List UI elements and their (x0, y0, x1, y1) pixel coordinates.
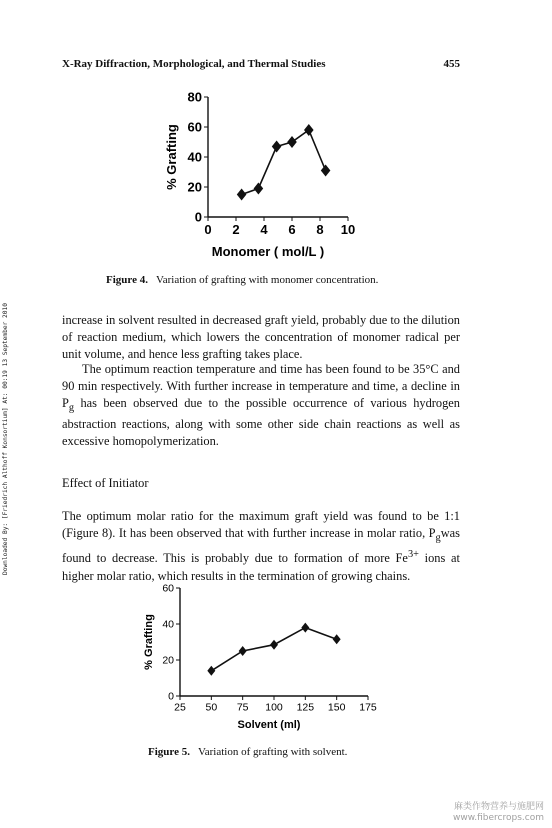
data-point (321, 165, 331, 177)
x-tick-label: 50 (205, 701, 218, 714)
data-point (333, 634, 341, 644)
x-tick-label: 125 (296, 701, 315, 714)
page-number: 455 (443, 58, 460, 70)
site-watermark (453, 802, 544, 824)
y-tick-label: 20 (187, 179, 202, 195)
data-point (207, 666, 215, 676)
x-axis-label: Monomer ( mol/L ) (211, 244, 325, 259)
running-title: X-Ray Diffraction, Morphological, and Thermal Studies (62, 58, 326, 70)
x-tick-label: 25 (174, 701, 186, 714)
figure-4-chart (158, 84, 363, 266)
paragraph-1: increase in solvent resulted in decreased graft yield, probably due to the dilution of reaction medium, which lowers the concentration of monomer radical per unit volume, and hence less grafting takes place. (62, 313, 460, 361)
x-tick-label: 175 (359, 701, 377, 714)
x-tick-label: 0 (204, 222, 212, 237)
y-tick-label: 20 (162, 654, 174, 667)
x-tick-label: 150 (327, 701, 346, 714)
x-tick-label: 75 (236, 701, 249, 714)
y-tick-label: 80 (187, 89, 202, 105)
data-point (254, 183, 264, 195)
figure-4-text: Variation of grafting with monomer concentration. (156, 274, 379, 286)
data-point (301, 623, 309, 633)
y-tick-label: 60 (162, 582, 174, 595)
y-tick-label: 0 (168, 690, 174, 703)
x-tick-label: 8 (316, 222, 324, 237)
figure-5-text: Variation of grafting with solvent. (198, 746, 348, 758)
figure-4-caption (106, 274, 378, 286)
y-tick-label: 60 (187, 119, 202, 135)
figure-4-number: Figure 4. (106, 274, 148, 286)
data-point (239, 646, 247, 656)
x-tick-label: 6 (288, 222, 296, 237)
data-point (237, 189, 247, 201)
data-point (272, 141, 282, 153)
x-tick-label: 4 (260, 222, 268, 237)
y-tick-label: 40 (187, 149, 202, 165)
paragraph-2: The optimum reaction temperature and time has been found to be 35°C and 90 min respectively. With further increase in temperature and time, a decline in $P_g$ has been observed due to the possible occurrence of various hydrogen abstraction reactions, along with some other side chain reactions as well as excessive homopolymerization. (62, 362, 460, 449)
y-tick-label: 40 (162, 618, 174, 631)
data-point (270, 640, 278, 650)
figure-5-chart (140, 578, 390, 738)
x-tick-label: 100 (265, 701, 283, 714)
y-axis-label: % Grafting (143, 614, 155, 670)
y-axis-label: % Grafting (164, 124, 179, 190)
watermark-line-1: 麻类作物营养与施肥网 (453, 802, 544, 812)
x-axis-label: Solvent (ml) (237, 719, 301, 731)
x-tick-label: 10 (340, 222, 356, 237)
figure-5-number: Figure 5. (148, 746, 190, 758)
series-line (242, 130, 326, 195)
running-header (62, 58, 460, 70)
x-tick-label: 2 (232, 222, 240, 237)
download-note: Downloaded By: [Friedrich Althoff Konsortium] At: 00:19 13 September 2010 (2, 303, 9, 575)
section-heading: Effect of Initiator (62, 476, 149, 490)
data-point (287, 136, 297, 148)
watermark-line-2: www.fibercrops.com (453, 813, 544, 823)
data-point (304, 124, 314, 136)
figure-5-caption (148, 746, 347, 758)
paragraph-3: The optimum molar ratio for the maximum graft yield was found to be 1:1 (Figure 8). It has been observed that with further increase in molar ratio, $P_gwas$ found to decrease. This is probably due to formation of more $Fe^{3+}$ ions at higher molar ratio, which results in the termination of growing chains. (62, 509, 460, 583)
y-tick-label: 0 (194, 209, 202, 225)
